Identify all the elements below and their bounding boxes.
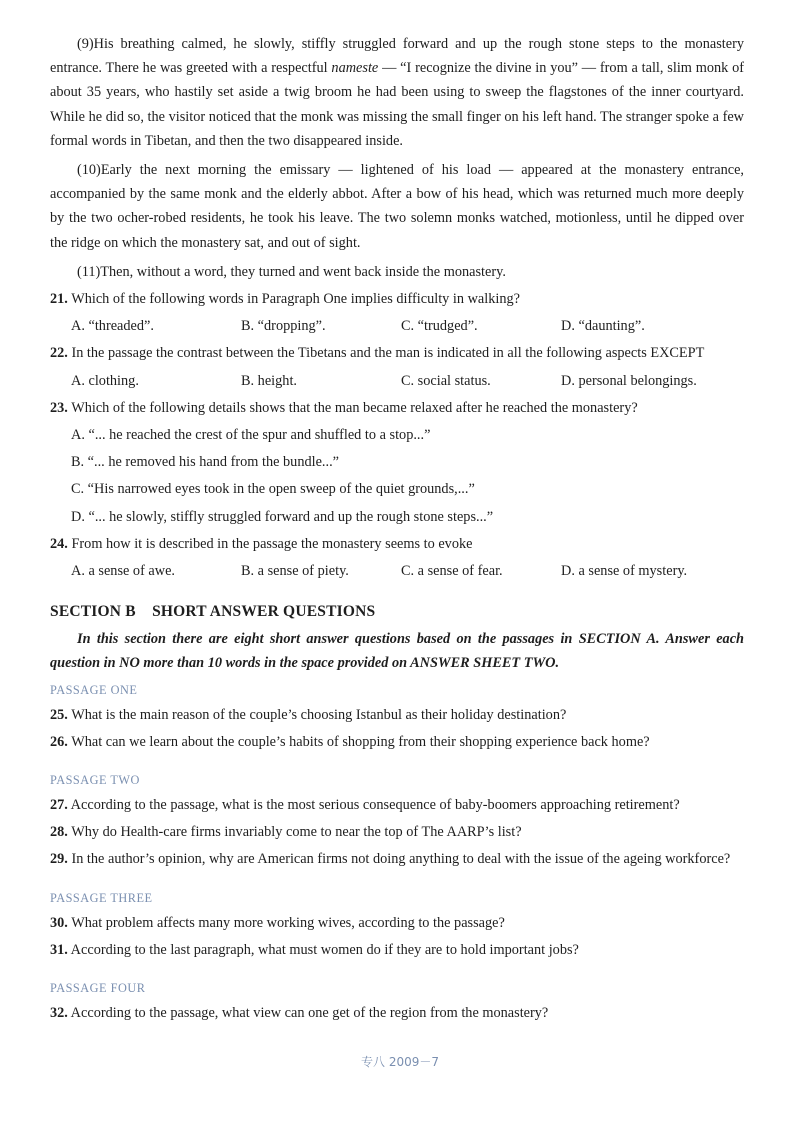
passage-two-label: PASSAGE TWO — [50, 773, 140, 788]
paragraph-10: (10)Early the next morning the emissary — lightened of his load — appeared at the monastery entrance, accompanied by the same monk and the elderly abbot. After a bow of his head, which was returned much more deeply by the two ocher-robed residents, he took his leave. The two solemn monks watched, motionless, until he dipped over the ridge on which the monastery sat, and out of sight. — [50, 162, 744, 251]
option-d: D. a sense of mystery. — [561, 563, 688, 580]
question-21-options — [50, 314, 744, 338]
question-32: 32. According to the passage, what view can one get of the region from the monastery? — [50, 1005, 549, 1022]
passage-one-label: PASSAGE ONE — [50, 682, 138, 697]
option-d: D. personal belongings. — [561, 372, 697, 389]
section-b-title: SECTION B SHORT ANSWER QUESTIONS — [50, 603, 376, 621]
question-29: 29. In the author’s opinion, why are American firms not doing anything to deal with the issue of the ageing workforce? — [50, 851, 731, 868]
option-a: A. “... he reached the crest of the spur and shuffled to a stop...” — [71, 427, 431, 444]
option-a: A. clothing. — [71, 372, 139, 389]
question-27: 27. According to the passage, what is the most serious consequence of baby-boomers approaching retirement? — [50, 797, 680, 814]
passage-three-label: PASSAGE THREE — [50, 890, 153, 905]
italic-term: nameste — [331, 60, 379, 77]
question-31: 31. According to the last paragraph, what must women do if they are to hold important jobs? — [50, 941, 579, 958]
option-c: C. “trudged”. — [401, 318, 478, 335]
option-b: B. a sense of piety. — [241, 563, 349, 580]
option-c: C. social status. — [401, 372, 491, 389]
option-a: A. a sense of awe. — [71, 563, 176, 580]
paragraph-9: (9)His breathing calmed, he slowly, stiffly struggled forward and up the rough stone steps to the monastery entrance. There he was greeted with a respectful nameste — “I recognize the divine in you” — from a tall, slim monk of about 35 years, who hastily set aside a twig broom he had been using to sweep the flagstones of the inner courtyard. While he did so, the visitor noticed that the monk was missing the small finger on his left hand. The stranger spoke a few formal words in Tibetan, and then the two disappeared inside. — [50, 36, 744, 149]
option-a: A. “threaded”. — [71, 318, 154, 335]
question-25: 25. What is the main reason of the couple’s choosing Istanbul as their holiday destination? — [50, 706, 567, 723]
question-28: 28. Why do Health-care firms invariably come to near the top of The AARP’s list? — [50, 824, 522, 841]
page-footer: 专八 2009－7 — [361, 1055, 439, 1069]
option-c: C. “His narrowed eyes took in the open sweep of the quiet grounds,...” — [71, 481, 475, 498]
paragraph-11: (11)Then, without a word, they turned and went back inside the monastery. — [77, 263, 506, 280]
option-b: B. “dropping”. — [241, 318, 326, 335]
option-c: C. a sense of fear. — [401, 563, 503, 580]
option-b: B. “... he removed his hand from the bundle...” — [71, 454, 339, 471]
option-b: B. height. — [241, 372, 297, 389]
passage-four-label: PASSAGE FOUR — [50, 981, 146, 996]
question-24-options — [50, 559, 744, 583]
question-21: 21. Which of the following words in Paragraph One implies difficulty in walking? — [50, 291, 521, 308]
option-d: D. “daunting”. — [561, 318, 645, 335]
question-26: 26. What can we learn about the couple’s habits of shopping from their shopping experience back home? — [50, 733, 650, 750]
section-b-instruction: In this section there are eight short answer questions based on the passages in SECTION A. Answer each question in NO more than 10 words in the space provided on ANSWER SHEET TWO. — [50, 631, 744, 672]
question-24: 24. From how it is described in the passage the monastery seems to evoke — [50, 535, 473, 552]
option-d: D. “... he slowly, stiffly struggled forward and up the rough stone steps...” — [71, 508, 494, 525]
question-30: 30. What problem affects many more working wives, according to the passage? — [50, 914, 505, 931]
question-22: 22. In the passage the contrast between the Tibetans and the man is indicated in all the following aspects EXCEPT — [50, 345, 705, 362]
question-23: 23. Which of the following details shows that the man became relaxed after he reached the monastery? — [50, 399, 638, 416]
question-22-options — [50, 369, 744, 393]
